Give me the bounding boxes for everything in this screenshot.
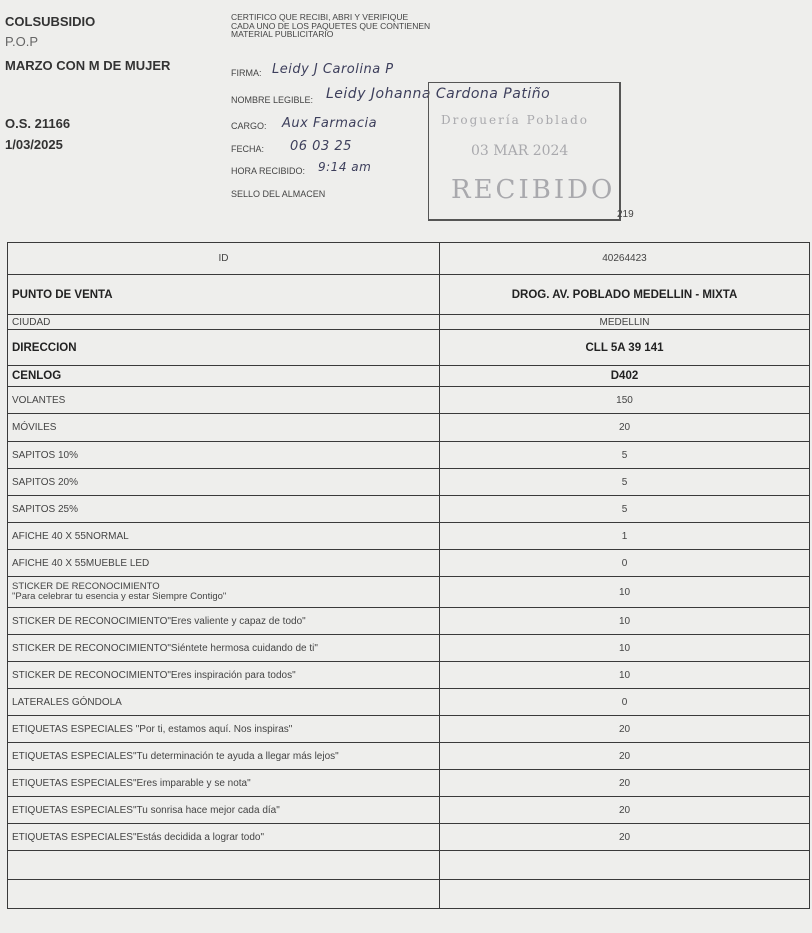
- firma-signature: Leidy J Carolina P: [272, 62, 394, 77]
- stamp-store: Droguería Poblado: [441, 113, 590, 127]
- table-row: [8, 851, 810, 880]
- row-label-line1: STICKER DE RECONOCIMIENTO: [12, 581, 160, 592]
- row-value: 0: [440, 689, 810, 716]
- row-value: 20: [440, 716, 810, 743]
- row-label: ETIQUETAS ESPECIALES"Eres imparable y se nota": [8, 770, 440, 797]
- certificate-text: CERTIFICO QUE RECIBI, ABRI Y VERIFIQUE CADA UNO DE LOS PAQUETES QUE CONTIENEN MATERIAL PUBLICITARIO: [231, 12, 431, 40]
- table-row: [8, 243, 810, 275]
- row-label: MÓVILES: [8, 414, 440, 442]
- row-label: ETIQUETAS ESPECIALES"Tu sonrisa hace mejor cada día": [8, 797, 440, 824]
- table-row: [8, 689, 810, 716]
- row-label: ETIQUETAS ESPECIALES "Por ti, estamos aquí. Nos inspiras": [8, 716, 440, 743]
- row-label: SAPITOS 25%: [8, 496, 440, 523]
- row-label: DIRECCION: [8, 330, 440, 366]
- row-label: LATERALES GÓNDOLA: [8, 689, 440, 716]
- row-label: PUNTO DE VENTA: [8, 275, 440, 315]
- row-value: 5: [440, 469, 810, 496]
- row-value: 40264423: [440, 243, 810, 275]
- order-number: O.S. 21166: [5, 116, 71, 131]
- row-label: [8, 851, 440, 880]
- row-label: [8, 577, 440, 608]
- table-row: [8, 797, 810, 824]
- row-value: 10: [440, 662, 810, 689]
- table-row: [8, 635, 810, 662]
- table-row: [8, 523, 810, 550]
- row-value: 20: [440, 770, 810, 797]
- row-label: ETIQUETAS ESPECIALES"Estás decidida a lograr todo": [8, 824, 440, 851]
- row-value: [440, 880, 810, 909]
- table-row: [8, 442, 810, 469]
- row-label-line2: "Para celebrar tu esencia y estar Siempre Contigo": [12, 591, 227, 602]
- sello-label: SELLO DEL ALMACEN: [231, 189, 326, 199]
- row-label: [8, 880, 440, 909]
- order-date: 1/03/2025: [5, 137, 63, 152]
- pop-label: P.O.P: [5, 34, 39, 49]
- row-value: 0: [440, 550, 810, 577]
- fecha-value: 06 03 25: [290, 139, 352, 154]
- row-label: AFICHE 40 X 55NORMAL: [8, 523, 440, 550]
- row-value: 20: [440, 824, 810, 851]
- table-row: [8, 880, 810, 909]
- table-row: [8, 275, 810, 315]
- table-row: [8, 496, 810, 523]
- table-row: [8, 608, 810, 635]
- company-name: COLSUBSIDIO: [5, 14, 96, 29]
- row-label: STICKER DE RECONOCIMIENTO"Siéntete hermosa cuidando de ti": [8, 635, 440, 662]
- row-label: CIUDAD: [8, 315, 440, 330]
- row-label: SAPITOS 20%: [8, 469, 440, 496]
- table-row: [8, 662, 810, 689]
- sheet-number: 219: [617, 209, 634, 220]
- fecha-label: FECHA:: [231, 144, 265, 154]
- row-value: 1: [440, 523, 810, 550]
- row-label: STICKER DE RECONOCIMIENTO"Eres valiente y capaz de todo": [8, 608, 440, 635]
- table-row: [8, 577, 810, 608]
- row-label: ID: [8, 243, 440, 275]
- row-value: CLL 5A 39 141: [440, 330, 810, 366]
- row-value: 10: [440, 577, 810, 608]
- row-value: 10: [440, 635, 810, 662]
- cargo-value: Aux Farmacia: [282, 116, 378, 131]
- row-value: MEDELLIN: [440, 315, 810, 330]
- table-row: [8, 330, 810, 366]
- materials-table: [7, 242, 810, 909]
- stamp-date: 03 MAR 2024: [471, 143, 569, 159]
- cargo-label: CARGO:: [231, 121, 267, 131]
- table-row: [8, 716, 810, 743]
- table-row: [8, 743, 810, 770]
- table-row: [8, 414, 810, 442]
- table-row: [8, 469, 810, 496]
- table-row: [8, 387, 810, 414]
- row-value: [440, 851, 810, 880]
- row-label: ETIQUETAS ESPECIALES"Tu determinación te ayuda a llegar más lejos": [8, 743, 440, 770]
- row-value: 20: [440, 414, 810, 442]
- row-value: 10: [440, 608, 810, 635]
- table-row: [8, 315, 810, 330]
- nombre-value: Leidy Johanna Cardona Patiño: [326, 86, 551, 102]
- row-label: VOLANTES: [8, 387, 440, 414]
- row-label: SAPITOS 10%: [8, 442, 440, 469]
- row-label: STICKER DE RECONOCIMIENTO"Eres inspiración para todos": [8, 662, 440, 689]
- row-value: 150: [440, 387, 810, 414]
- store-stamp: [428, 82, 621, 221]
- row-label: AFICHE 40 X 55MUEBLE LED: [8, 550, 440, 577]
- row-value: 5: [440, 442, 810, 469]
- stamp-received: RECIBIDO: [451, 175, 616, 205]
- table-row: [8, 824, 810, 851]
- row-value: D402: [440, 366, 810, 387]
- row-value: 20: [440, 797, 810, 824]
- firma-label: FIRMA:: [231, 68, 262, 78]
- table-row: [8, 366, 810, 387]
- row-label: CENLOG: [8, 366, 440, 387]
- row-value: DROG. AV. POBLADO MEDELLIN - MIXTA: [440, 275, 810, 315]
- table-row: [8, 770, 810, 797]
- campaign-title: MARZO CON M DE MUJER: [5, 58, 171, 73]
- hora-label: HORA RECIBIDO:: [231, 166, 306, 176]
- hora-value: 9:14 am: [318, 160, 372, 174]
- row-value: 5: [440, 496, 810, 523]
- nombre-label: NOMBRE LEGIBLE:: [231, 95, 314, 105]
- row-value: 20: [440, 743, 810, 770]
- table-row: [8, 550, 810, 577]
